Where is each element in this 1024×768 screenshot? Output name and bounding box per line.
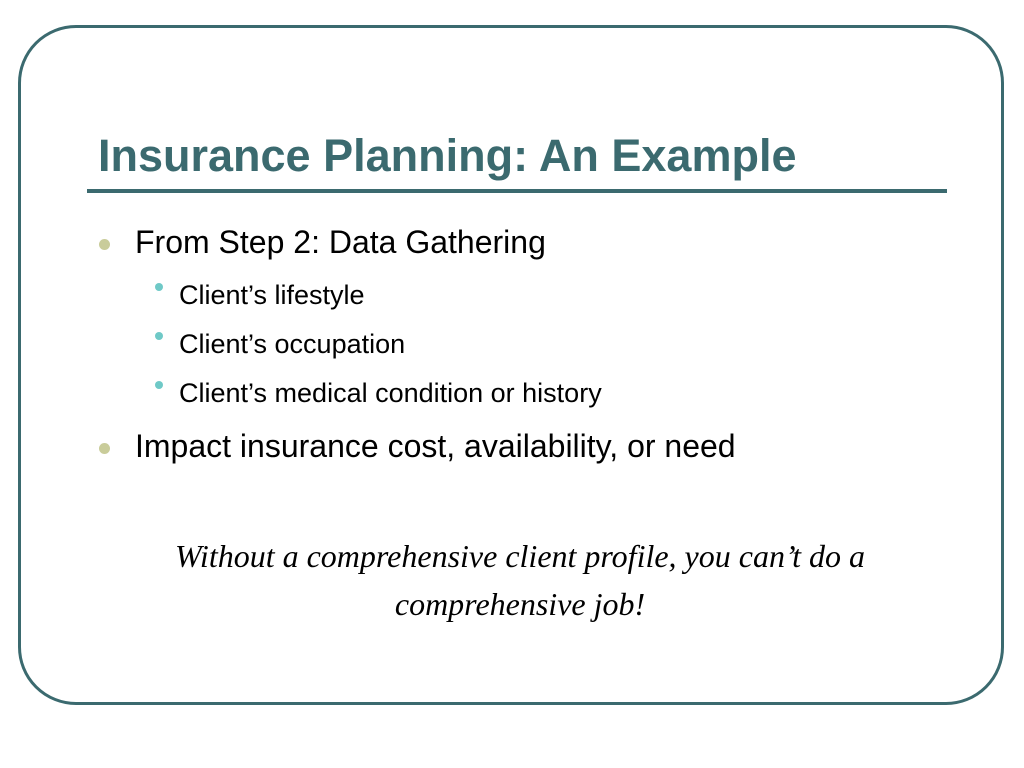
sub-bullet-dot-icon (155, 283, 163, 291)
bullet-dot-icon (99, 443, 110, 454)
sub-bullet-text: Client’s occupation (179, 329, 406, 359)
sub-bullet-medical (179, 376, 602, 410)
sub-bullet-dot-icon (155, 381, 163, 389)
bullet-data-gathering (135, 222, 546, 262)
sub-bullet-lifestyle (179, 278, 365, 312)
sub-bullet-dot-icon (155, 332, 163, 340)
sub-bullet-text: Client’s medical condition or history (179, 378, 602, 408)
bullet-text: From Step 2: Data Gathering (135, 224, 546, 260)
bullet-dot-icon (99, 239, 110, 250)
slide-title: Insurance Planning: An Example (98, 130, 797, 181)
sub-bullet-text: Client’s lifestyle (179, 280, 365, 310)
title-underline (87, 189, 947, 193)
closing-quote: Without a comprehensive client profile, you can’t do a comprehensive job! (175, 538, 865, 622)
bullet-text: Impact insurance cost, availability, or need (135, 428, 736, 464)
bullet-impact (135, 426, 736, 466)
sub-bullet-occupation (179, 327, 405, 361)
